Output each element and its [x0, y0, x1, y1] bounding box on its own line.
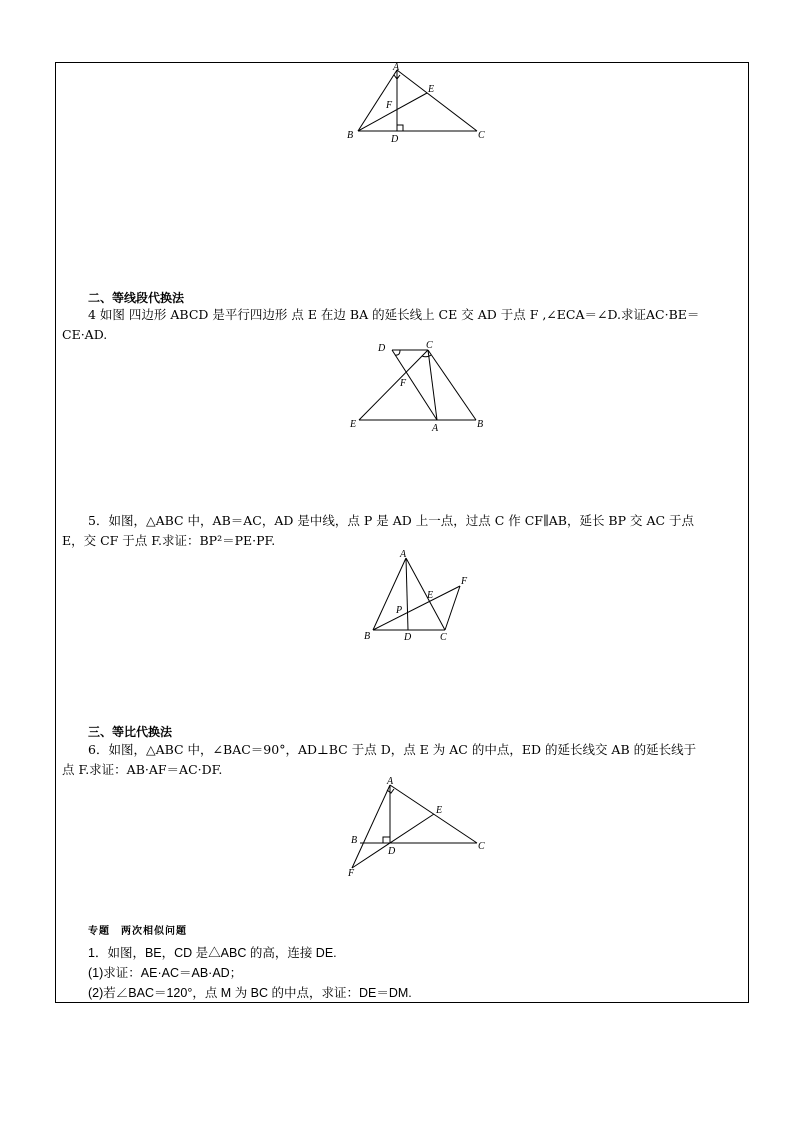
segment-ac — [397, 70, 477, 131]
problem-1-line-3: (2)若∠BAC＝120°，点 M 为 BC 的中点，求证：DE＝DM. — [88, 986, 412, 1000]
figure-4-diagram — [340, 775, 500, 880]
label-e: E — [427, 590, 434, 601]
label-e: E — [436, 805, 443, 816]
figure-1-diagram — [340, 62, 500, 147]
segment-ec — [359, 350, 428, 420]
question-4-line-2: CE·AD. — [62, 327, 108, 342]
question-5-line-2: E，交 CF 于点 F.求证：BP²＝PE·PF. — [62, 533, 276, 548]
section-3-heading: 三、等比代换法 — [88, 725, 173, 739]
angle-mark-d — [395, 350, 400, 355]
label-d: D — [388, 846, 396, 857]
label-c: C — [478, 841, 485, 852]
label-b: B — [347, 130, 354, 141]
question-5 — [62, 511, 746, 551]
problem-1-line-1: 1．如图，BE，CD 是△ABC 的高，连接 DE. — [88, 946, 337, 960]
segment-ab — [373, 558, 406, 630]
segment-be — [358, 93, 427, 131]
segment-da — [392, 350, 437, 420]
label-f: F — [386, 100, 393, 111]
label-b: B — [351, 835, 358, 846]
question-6-line-2: 点 F.求证：AB·AF＝AC·DF. — [62, 762, 223, 777]
label-a: A — [387, 776, 394, 787]
segment-ac — [406, 558, 445, 630]
label-p: P — [396, 605, 403, 616]
label-d: D — [378, 343, 386, 354]
label-d: D — [404, 632, 412, 643]
section-2-heading: 二、等线段代换法 — [88, 291, 185, 305]
label-b: B — [477, 419, 484, 430]
label-b: B — [364, 631, 371, 642]
figure-2-diagram — [345, 338, 495, 433]
label-c: C — [440, 632, 447, 643]
problem-1-line-2: (1)求证：AE·AC＝AB·AD； — [88, 966, 243, 980]
figure-1 — [340, 62, 500, 147]
label-f: F — [348, 868, 355, 879]
topic-label: 专题 两次相似问题 — [88, 926, 187, 937]
question-6 — [62, 740, 746, 780]
label-a: A — [432, 423, 439, 434]
figure-3-diagram — [360, 548, 480, 648]
median-ad — [406, 558, 408, 630]
question-5-line-1: 5．如图，△ABC 中，AB＝AC，AD 是中线，点 P 是 AD 上一点，过点 C 作 CF∥AB，延长 BP 交 AC 于点 — [88, 513, 695, 528]
question-4-line-1: 4 如图 四边形 ABCD 是平行四边形 点 E 在边 BA 的延长线上 CE 交 AD 于点 F ,∠ECA＝∠D.求证AC·BE＝ — [88, 307, 700, 322]
question-6-line-1: 6．如图，△ABC 中，∠BAC＝90°，AD⊥BC 于点 D，点 E 为 AC 的中点，ED 的延长线交 AB 的延长线于 — [88, 742, 697, 757]
label-f: F — [400, 378, 407, 389]
label-e: E — [350, 419, 357, 430]
label-a: A — [393, 62, 400, 73]
figure-3 — [360, 548, 480, 648]
label-d: D — [391, 134, 399, 145]
figure-4 — [340, 775, 500, 880]
label-c: C — [478, 130, 485, 141]
figure-2 — [345, 338, 495, 433]
right-angle-mark-d — [397, 125, 403, 131]
label-f: F — [461, 576, 468, 587]
label-e: E — [428, 84, 435, 95]
right-angle-mark-d — [383, 837, 390, 843]
label-c: C — [426, 340, 433, 351]
label-a: A — [400, 549, 407, 560]
